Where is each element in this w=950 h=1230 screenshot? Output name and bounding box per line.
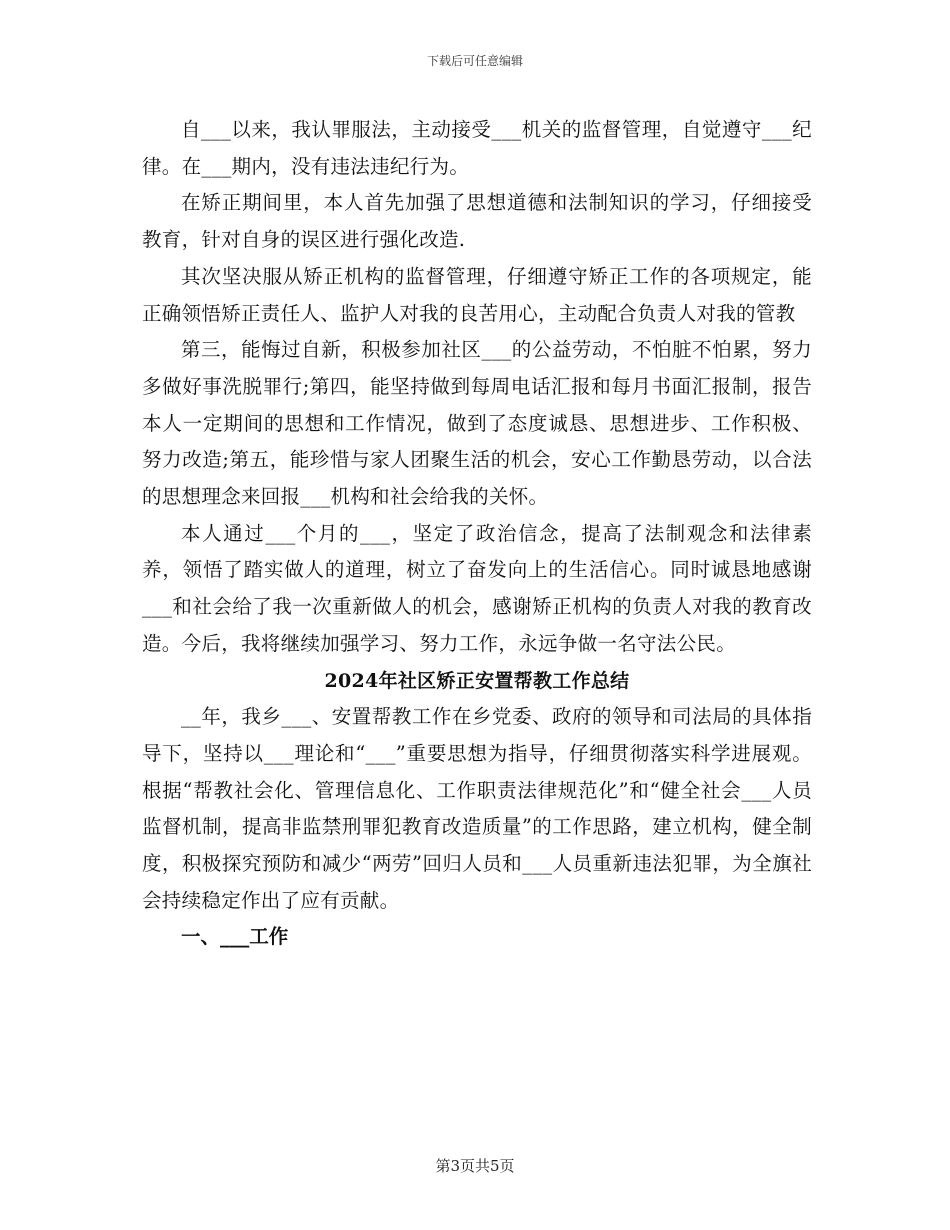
document-body: [142, 112, 812, 956]
body-paragraph-5: 本人通过___个月的___，坚定了政治信念，提高了法制观念和法律素养，领悟了踏实做人的道理，树立了奋发向上的生活信心。同时诚恳地感谢___和社会给了我一次重新做人的机会，感谢矫正机构的负责人对我的教育改造。今后，我将继续加强学习、努力工作，永远争做一名守法公民。: [142, 521, 812, 655]
page-number-footer: 第3页共5页: [435, 1157, 515, 1175]
section-title: 2024年社区矫正安置帮教工作总结: [324, 669, 630, 692]
body-paragraph-3: 其次坚决服从矫正机构的监督管理，仔细遵守矫正工作的各项规定，能正确领悟矫正责任人、监护人对我的良苦用心，主动配合负责人对我的管教: [142, 264, 812, 325]
body-paragraph-4: 第三，能悔过自新，积极参加社区___的公益劳动，不怕脏不怕累，努力多做好事洗脱罪行;第四，能坚持做到每周电话汇报和每月书面汇报制，报告本人一定期间的思想和工作情况，做到了态度诚恳、思想进步、工作积极、努力改造;第五，能珍惜与家人团聚生活的机会，安心工作勤恳劳动，以合法的思想理念来回报___机构和社会给我的关怀。: [142, 338, 812, 509]
page-header-note: 下载后可任意编辑: [426, 54, 523, 68]
body-paragraph-2: 在矫正期间里，本人首先加强了思想道德和法制知识的学习，仔细接受教育，针对自身的误区进行强化改造.: [142, 191, 812, 252]
section-heading-1: 一、___工作: [181, 925, 289, 949]
body-paragraph-6: __年，我乡___、安置帮教工作在乡党委、政府的领导和司法局的具体指导下，坚持以___理论和“___”重要思想为指导，仔细贯彻落实科学进展观。根据“帮教社会化、管理信息化、工作职责法律规范化”和“健全社会___人员监督机制，提高非监禁刑罪犯教育改造质量”的工作思路，建立机构，健全制度，积极探究预防和减少“两劳”回归人员和___人员重新违法犯罪，为全旗社会持续稳定作出了应有贡献。: [142, 705, 812, 912]
body-paragraph-1: 自___以来，我认罪服法，主动接受___机关的监督管理，自觉遵守___纪律。在___期内，没有违法违纪行为。: [142, 118, 812, 178]
